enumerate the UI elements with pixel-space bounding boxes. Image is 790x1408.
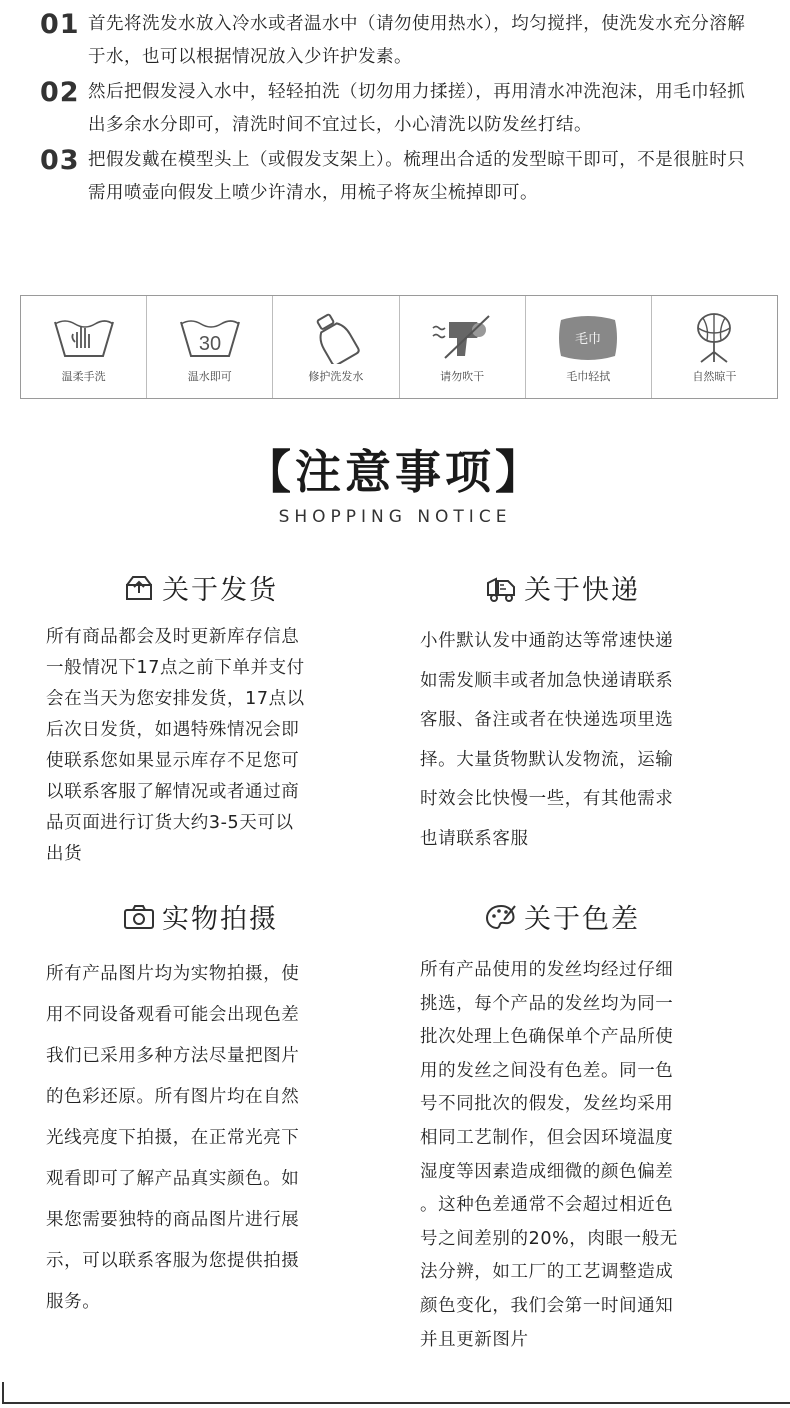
express-heading xyxy=(484,568,640,607)
care-item-no-blow-dry xyxy=(400,296,526,398)
step-number: 02 xyxy=(40,77,80,108)
color-body: 所有产品使用的发丝均经过仔细 挑选，每个产品的发丝均为同一 批次处理上色确保单个产品所使 用的发丝之间没有色差。同一色 号不同批次的假发，发丝均采用 相同工艺制作，但会因环境温度 湿度等因素造成细微的颜色偏差 。这种色差通常不会超过相近色 号之间差别的20%，肉眼一般无 法分辨，如工厂的工艺调整造成 颜色变化，我们会第一时间通知 并且更新图片 xyxy=(420,960,678,1350)
wash-step-3 xyxy=(40,144,760,210)
bottom-frame-line xyxy=(2,1382,790,1404)
hand-wash-icon xyxy=(49,312,119,364)
shipping-heading-text: 关于发货 xyxy=(162,575,278,606)
photos-body: 所有产品图片均为实物拍摄，使 用不同设备观看可能会出现色差 我们已采用多种方法尽量把图片 的色彩还原。所有图片均在自然 光线亮度下拍摄，在正常光亮下 观看即可了解产品真实颜色。如 果您需要独特的商品图片进行展 示，可以联系客服为您提供拍摄 服务。 xyxy=(46,964,300,1312)
care-label: 温柔手洗 xyxy=(61,370,106,383)
shipping-body: 所有商品都会及时更新库存信息 一般情况下17点之前下单并支付 会在当天为您安排发货，17点以 后次日发货，如遇特殊情况会即 使联系您如果显示库存不足您可 以联系客服了解情况或者通过商 品页面进行订货大约3-5天可以 出货 xyxy=(46,627,305,864)
care-item-towel xyxy=(526,296,652,398)
wash-30-icon xyxy=(175,312,245,364)
step-number: 01 xyxy=(40,9,80,40)
shipping-heading xyxy=(122,568,278,607)
notice-title: 【注意事项】 xyxy=(245,445,545,499)
care-label: 温水即可 xyxy=(187,370,232,383)
towel-icon xyxy=(553,312,623,364)
express-heading-text: 关于快递 xyxy=(524,575,640,606)
palette-icon xyxy=(484,902,518,932)
wash-steps xyxy=(40,8,760,212)
wig-stand-icon xyxy=(679,312,749,364)
step-text: 然后把假发浸入水中，轻轻拍洗（切勿用力揉搓），再用清水冲洗泡沫，用毛巾轻抓出多余水分即可，清洗时间不宜过长，小心清洗以防发丝打结。 xyxy=(88,82,746,135)
express-body: 小件默认发中通韵达等常速快递 如需发顺丰或者加急快递请联系 客服、备注或者在快递选项里选 择。大量货物默认发物流，运输 时效会比快慢一些，有其他需求 也请联系客服 xyxy=(420,631,674,849)
care-label: 修护洗发水 xyxy=(308,370,364,383)
care-label: 请勿吹干 xyxy=(440,370,485,383)
care-item-air-dry xyxy=(652,296,777,398)
camera-icon xyxy=(122,902,156,932)
photos-heading-text: 实物拍摄 xyxy=(162,904,278,935)
step-text: 把假发戴在模型头上（或假发支架上）。梳理出合适的发型晾干即可，不是很脏时只需用喷壶向假发上喷少许清水，用梳子将灰尘梳掉即可。 xyxy=(88,150,746,203)
care-icons-strip xyxy=(20,295,778,399)
care-item-warm-water xyxy=(147,296,273,398)
wash-step-1 xyxy=(40,8,760,74)
towel-badge: 毛巾 xyxy=(575,332,602,347)
shampoo-bottle-icon xyxy=(301,312,371,364)
photos-heading xyxy=(122,897,278,936)
care-label: 自然晾干 xyxy=(692,370,737,383)
delivery-truck-icon xyxy=(484,573,518,603)
step-number: 03 xyxy=(40,145,80,176)
color-heading xyxy=(484,897,640,936)
notice-subtitle: SHOPPING NOTICE xyxy=(278,507,512,527)
box-icon xyxy=(122,573,156,603)
wash-temp-badge: 30 xyxy=(198,333,221,355)
color-heading-text: 关于色差 xyxy=(524,904,640,935)
wash-step-2 xyxy=(40,76,760,142)
care-item-shampoo xyxy=(273,296,399,398)
care-item-hand-wash xyxy=(21,296,147,398)
no-blow-dry-icon xyxy=(427,312,497,364)
step-text: 首先将洗发水放入冷水或者温水中（请勿使用热水），均匀搅拌，使洗发水充分溶解于水，也可以根据情况放入少许护发素。 xyxy=(88,14,746,67)
care-label: 毛巾轻拭 xyxy=(566,370,611,383)
